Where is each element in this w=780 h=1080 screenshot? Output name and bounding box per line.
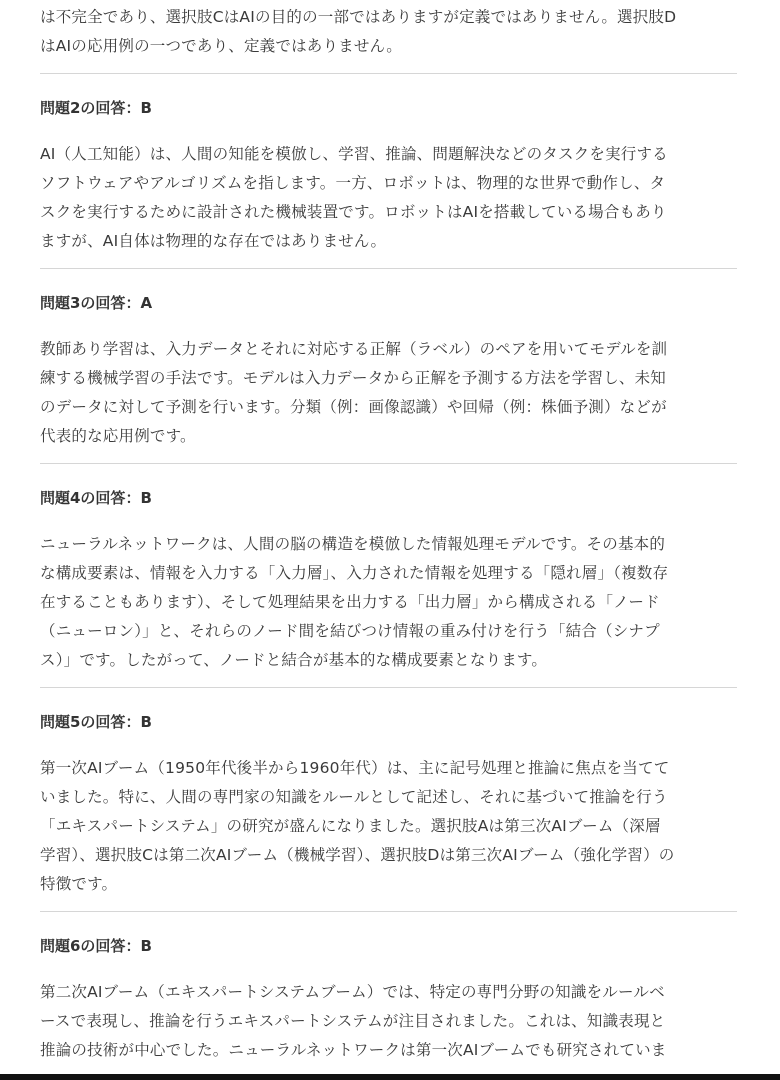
answer-section-3 xyxy=(40,291,737,451)
answer-explanation xyxy=(40,754,737,899)
answer-heading: 問題3の回答：A xyxy=(40,294,153,312)
answer-section-2 xyxy=(40,96,737,256)
bottom-edge-bar xyxy=(0,1074,780,1080)
answer-heading: 問題2の回答：B xyxy=(40,99,152,117)
text-line: いました。特に、人間の専門家の知識をルールとして記述し、それに基づいて推論を行う xyxy=(40,788,668,806)
text-line: 代表的な応用例です。 xyxy=(40,427,196,445)
text-line: 在することもあります）、そして処理結果を出力する「出力層」から構成される「ノード xyxy=(40,593,660,611)
text-line: 第一次AIブーム（1950年代後半から1960年代）は、主に記号処理と推論に焦点を当てて xyxy=(40,759,670,777)
text-line: は不完全であり、選択肢CはAIの目的の一部ではありますが定義ではありません。選択肢D xyxy=(40,8,677,26)
text-line: ソフトウェアやアルゴリズムを指します。一方、ロボットは、物理的な世界で動作し、タ xyxy=(40,174,666,192)
text-line: 教師あり学習は、入力データとそれに対応する正解（ラベル）のペアを用いてモデルを訓 xyxy=(40,340,668,358)
text-line: 学習）、選択肢Cは第二次AIブーム（機械学習）、選択肢Dは第三次AIブーム（強化学習）の xyxy=(40,846,675,864)
text-line: ースで表現し、推論を行うエキスパートシステムが注目されました。これは、知識表現と xyxy=(40,1012,666,1030)
answer-section-4 xyxy=(40,486,737,675)
text-line: ス）」です。したがって、ノードと結合が基本的な構成要素となります。 xyxy=(40,651,548,669)
answer-section-6 xyxy=(40,934,737,1065)
text-line: ますが、AI自体は物理的な存在ではありません。 xyxy=(40,232,387,250)
answer-explanation xyxy=(40,530,737,675)
section-divider xyxy=(40,73,737,74)
answer-explanation xyxy=(40,978,737,1065)
intro-paragraph xyxy=(40,3,737,61)
text-line: 推論の技術が中心でした。ニューラルネットワークは第一次AIブームでも研究されていま xyxy=(40,1041,667,1059)
text-line: な構成要素は、情報を入力する「入力層」、入力された情報を処理する「隠れ層」（複数存 xyxy=(40,564,669,582)
text-line: 特徴です。 xyxy=(40,875,118,893)
intro-section xyxy=(40,0,737,61)
text-line: 「エキスパートシステム」の研究が盛んになりました。選択肢Aは第三次AIブーム（深層 xyxy=(40,817,661,835)
answer-explanation xyxy=(40,335,737,451)
text-line: 第二次AIブーム（エキスパートシステムブーム）では、特定の専門分野の知識をルールベ xyxy=(40,983,665,1001)
answer-explanation xyxy=(40,140,737,256)
text-line: スクを実行するために設計された機械装置です。ロボットはAIを搭載している場合もあり xyxy=(40,203,667,221)
text-line: AI（人工知能）は、人間の知能を模倣し、学習、推論、問題解決などのタスクを実行する xyxy=(40,145,668,163)
section-divider xyxy=(40,687,737,688)
text-line: はAIの応用例の一つであり、定義ではありません。 xyxy=(40,37,402,55)
answer-heading: 問題4の回答：B xyxy=(40,489,152,507)
answer-heading: 問題6の回答：B xyxy=(40,937,152,955)
section-divider xyxy=(40,268,737,269)
text-line: 練する機械学習の手法です。モデルは入力データから正解を予測する方法を学習し、未知 xyxy=(40,369,666,387)
section-divider xyxy=(40,463,737,464)
text-line: ニューラルネットワークは、人間の脳の構造を模倣した情報処理モデルです。その基本的 xyxy=(40,535,666,553)
text-line: （ニューロン）」と、それらのノード間を結びつけ情報の重み付けを行う「結合（シナプ xyxy=(40,622,660,640)
text-line: のデータに対して予測を行います。分類（例：画像認識）や回帰（例：株価予測）などが xyxy=(40,398,667,416)
section-divider xyxy=(40,911,737,912)
answer-section-5 xyxy=(40,710,737,899)
answer-heading: 問題5の回答：B xyxy=(40,713,152,731)
document-page xyxy=(40,0,737,1077)
